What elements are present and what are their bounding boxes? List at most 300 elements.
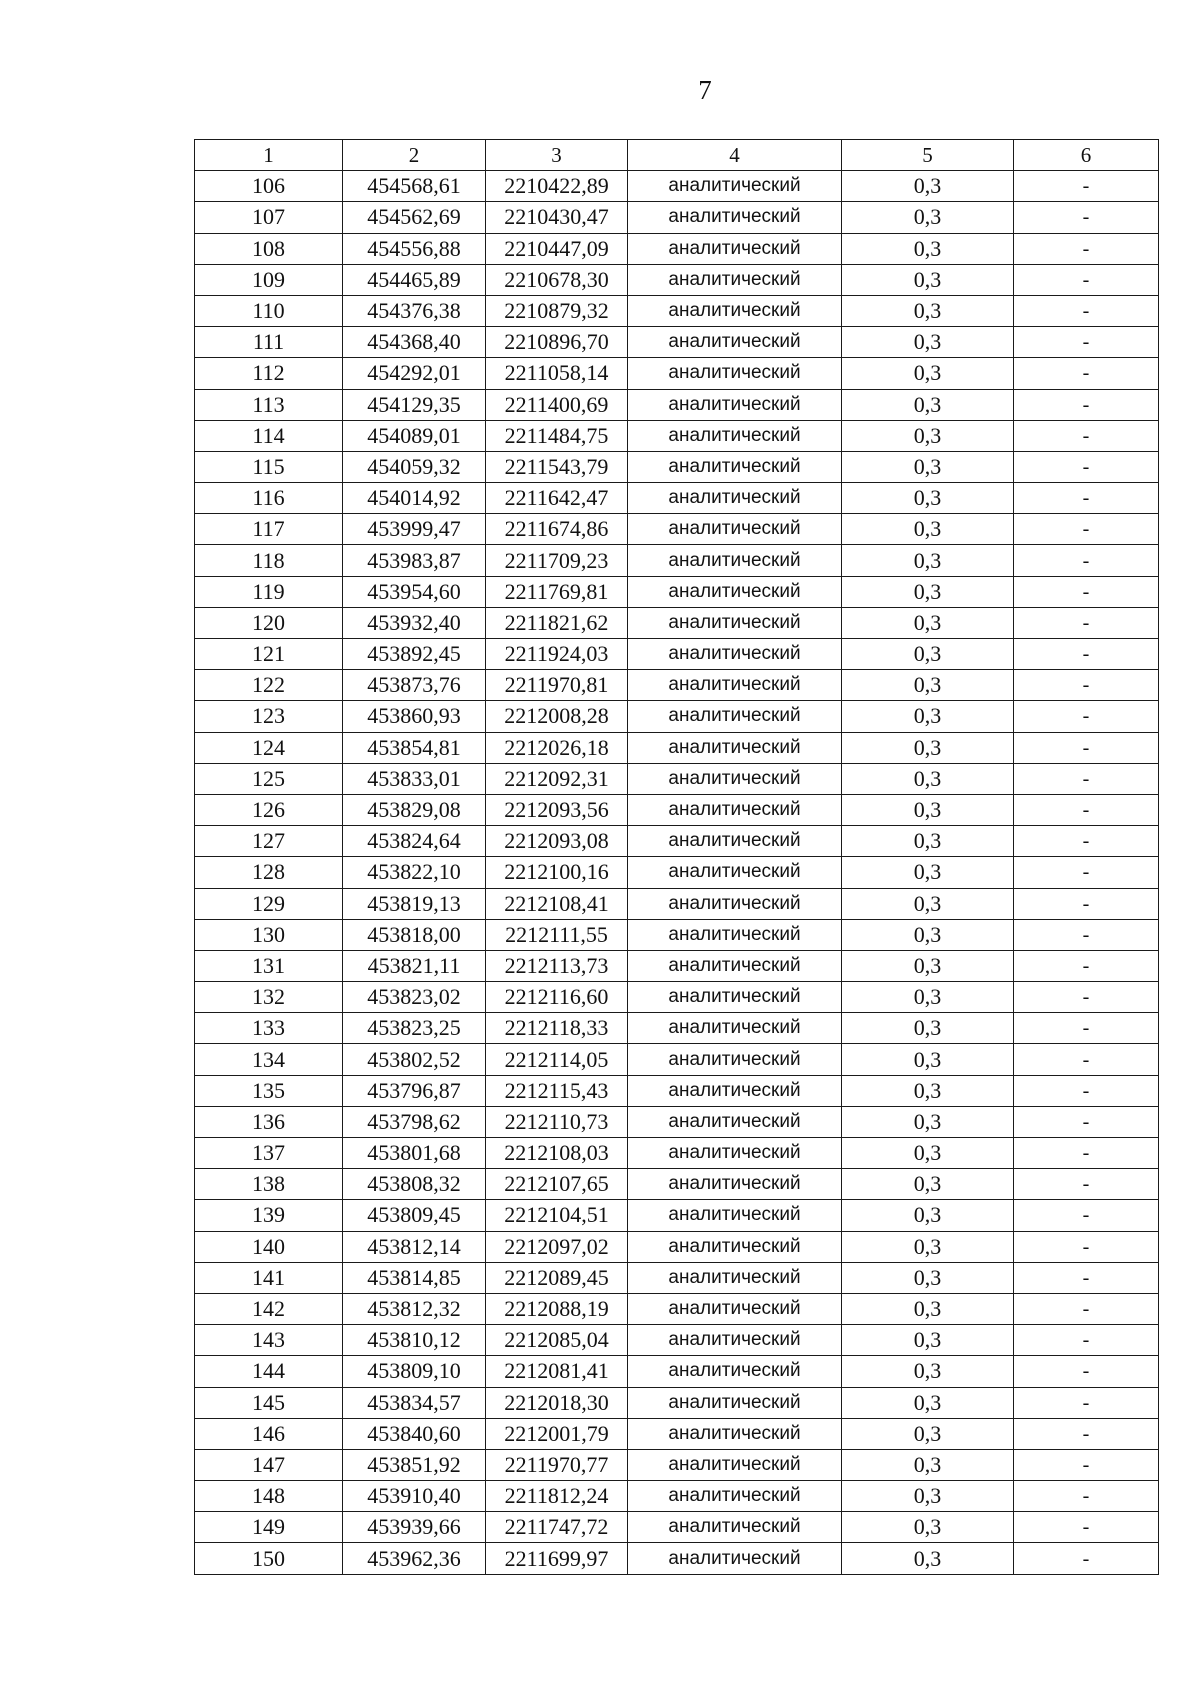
x-coordinate-cell: 453829,08 bbox=[343, 794, 486, 825]
note-cell: - bbox=[1014, 171, 1159, 202]
accuracy-cell: 0,3 bbox=[842, 1356, 1014, 1387]
point-number-cell: 144 bbox=[195, 1356, 343, 1387]
x-coordinate-cell: 453798,62 bbox=[343, 1106, 486, 1137]
accuracy-cell: 0,3 bbox=[842, 732, 1014, 763]
note-cell: - bbox=[1014, 607, 1159, 638]
accuracy-cell: 0,3 bbox=[842, 607, 1014, 638]
table-row bbox=[195, 171, 1159, 202]
point-number-cell: 134 bbox=[195, 1044, 343, 1075]
x-coordinate-cell: 453939,66 bbox=[343, 1512, 486, 1543]
table-row bbox=[195, 1044, 1159, 1075]
note-cell: - bbox=[1014, 327, 1159, 358]
method-cell: аналитический bbox=[628, 1512, 842, 1543]
note-cell: - bbox=[1014, 420, 1159, 451]
note-cell: - bbox=[1014, 576, 1159, 607]
accuracy-cell: 0,3 bbox=[842, 1449, 1014, 1480]
method-cell: аналитический bbox=[628, 171, 842, 202]
table-row bbox=[195, 1387, 1159, 1418]
note-cell: - bbox=[1014, 1418, 1159, 1449]
y-coordinate-cell: 2211642,47 bbox=[486, 483, 628, 514]
y-coordinate-cell: 2211058,14 bbox=[486, 358, 628, 389]
note-cell: - bbox=[1014, 1481, 1159, 1512]
point-number-cell: 112 bbox=[195, 358, 343, 389]
note-cell: - bbox=[1014, 358, 1159, 389]
accuracy-cell: 0,3 bbox=[842, 1418, 1014, 1449]
table-row bbox=[195, 1231, 1159, 1262]
point-number-cell: 131 bbox=[195, 950, 343, 981]
x-coordinate-cell: 454556,88 bbox=[343, 233, 486, 264]
point-number-cell: 126 bbox=[195, 794, 343, 825]
accuracy-cell: 0,3 bbox=[842, 233, 1014, 264]
y-coordinate-cell: 2210879,32 bbox=[486, 295, 628, 326]
table-row bbox=[195, 701, 1159, 732]
x-coordinate-cell: 453851,92 bbox=[343, 1449, 486, 1480]
method-cell: аналитический bbox=[628, 670, 842, 701]
y-coordinate-cell: 2212107,65 bbox=[486, 1169, 628, 1200]
note-cell: - bbox=[1014, 1293, 1159, 1324]
y-coordinate-cell: 2211821,62 bbox=[486, 607, 628, 638]
note-cell: - bbox=[1014, 1325, 1159, 1356]
table-row bbox=[195, 1449, 1159, 1480]
y-coordinate-cell: 2212001,79 bbox=[486, 1418, 628, 1449]
table-row bbox=[195, 888, 1159, 919]
note-cell: - bbox=[1014, 888, 1159, 919]
accuracy-cell: 0,3 bbox=[842, 576, 1014, 607]
table-row bbox=[195, 732, 1159, 763]
y-coordinate-cell: 2212093,08 bbox=[486, 826, 628, 857]
y-coordinate-cell: 2212114,05 bbox=[486, 1044, 628, 1075]
accuracy-cell: 0,3 bbox=[842, 171, 1014, 202]
y-coordinate-cell: 2212115,43 bbox=[486, 1075, 628, 1106]
note-cell: - bbox=[1014, 483, 1159, 514]
note-cell: - bbox=[1014, 639, 1159, 670]
note-cell: - bbox=[1014, 514, 1159, 545]
method-cell: аналитический bbox=[628, 1013, 842, 1044]
note-cell: - bbox=[1014, 1262, 1159, 1293]
method-cell: аналитический bbox=[628, 1449, 842, 1480]
note-cell: - bbox=[1014, 826, 1159, 857]
note-cell: - bbox=[1014, 763, 1159, 794]
table-row bbox=[195, 826, 1159, 857]
table-row bbox=[195, 1013, 1159, 1044]
x-coordinate-cell: 454014,92 bbox=[343, 483, 486, 514]
y-coordinate-cell: 2210430,47 bbox=[486, 202, 628, 233]
point-number-cell: 106 bbox=[195, 171, 343, 202]
y-coordinate-cell: 2212113,73 bbox=[486, 950, 628, 981]
table-row bbox=[195, 264, 1159, 295]
table-row bbox=[195, 451, 1159, 482]
note-cell: - bbox=[1014, 1013, 1159, 1044]
table-row bbox=[195, 545, 1159, 576]
x-coordinate-cell: 453854,81 bbox=[343, 732, 486, 763]
table-row bbox=[195, 483, 1159, 514]
point-number-cell: 123 bbox=[195, 701, 343, 732]
x-coordinate-cell: 454089,01 bbox=[343, 420, 486, 451]
method-cell: аналитический bbox=[628, 607, 842, 638]
x-coordinate-cell: 453823,25 bbox=[343, 1013, 486, 1044]
method-cell: аналитический bbox=[628, 919, 842, 950]
accuracy-cell: 0,3 bbox=[842, 888, 1014, 919]
method-cell: аналитический bbox=[628, 639, 842, 670]
point-number-cell: 115 bbox=[195, 451, 343, 482]
x-coordinate-cell: 453818,00 bbox=[343, 919, 486, 950]
point-number-cell: 114 bbox=[195, 420, 343, 451]
point-number-cell: 133 bbox=[195, 1013, 343, 1044]
note-cell: - bbox=[1014, 233, 1159, 264]
y-coordinate-cell: 2210896,70 bbox=[486, 327, 628, 358]
method-cell: аналитический bbox=[628, 420, 842, 451]
table-row bbox=[195, 1543, 1159, 1574]
accuracy-cell: 0,3 bbox=[842, 1512, 1014, 1543]
note-cell: - bbox=[1014, 1044, 1159, 1075]
x-coordinate-cell: 453892,45 bbox=[343, 639, 486, 670]
point-number-cell: 145 bbox=[195, 1387, 343, 1418]
y-coordinate-cell: 2211543,79 bbox=[486, 451, 628, 482]
accuracy-cell: 0,3 bbox=[842, 919, 1014, 950]
accuracy-cell: 0,3 bbox=[842, 1200, 1014, 1231]
point-number-cell: 121 bbox=[195, 639, 343, 670]
note-cell: - bbox=[1014, 1387, 1159, 1418]
accuracy-cell: 0,3 bbox=[842, 420, 1014, 451]
note-cell: - bbox=[1014, 451, 1159, 482]
point-number-cell: 137 bbox=[195, 1138, 343, 1169]
method-cell: аналитический bbox=[628, 1262, 842, 1293]
table-row bbox=[195, 358, 1159, 389]
x-coordinate-cell: 454059,32 bbox=[343, 451, 486, 482]
table-body bbox=[195, 140, 1159, 1575]
note-cell: - bbox=[1014, 545, 1159, 576]
table-row bbox=[195, 857, 1159, 888]
y-coordinate-cell: 2211812,24 bbox=[486, 1481, 628, 1512]
y-coordinate-cell: 2212092,31 bbox=[486, 763, 628, 794]
y-coordinate-cell: 2212100,16 bbox=[486, 857, 628, 888]
method-cell: аналитический bbox=[628, 1231, 842, 1262]
y-coordinate-cell: 2212108,41 bbox=[486, 888, 628, 919]
table-row bbox=[195, 639, 1159, 670]
y-coordinate-cell: 2211484,75 bbox=[486, 420, 628, 451]
x-coordinate-cell: 453819,13 bbox=[343, 888, 486, 919]
point-number-cell: 108 bbox=[195, 233, 343, 264]
table-row bbox=[195, 1200, 1159, 1231]
table-row bbox=[195, 919, 1159, 950]
y-coordinate-cell: 2211699,97 bbox=[486, 1543, 628, 1574]
table-header-row bbox=[195, 140, 1159, 171]
accuracy-cell: 0,3 bbox=[842, 982, 1014, 1013]
point-number-cell: 128 bbox=[195, 857, 343, 888]
y-coordinate-cell: 2212116,60 bbox=[486, 982, 628, 1013]
accuracy-cell: 0,3 bbox=[842, 701, 1014, 732]
table-row bbox=[195, 295, 1159, 326]
accuracy-cell: 0,3 bbox=[842, 1106, 1014, 1137]
x-coordinate-cell: 453833,01 bbox=[343, 763, 486, 794]
y-coordinate-cell: 2211769,81 bbox=[486, 576, 628, 607]
y-coordinate-cell: 2211674,86 bbox=[486, 514, 628, 545]
method-cell: аналитический bbox=[628, 451, 842, 482]
accuracy-cell: 0,3 bbox=[842, 389, 1014, 420]
table-row bbox=[195, 794, 1159, 825]
table-row bbox=[195, 1481, 1159, 1512]
header-cell: 5 bbox=[842, 140, 1014, 171]
x-coordinate-cell: 454465,89 bbox=[343, 264, 486, 295]
point-number-cell: 113 bbox=[195, 389, 343, 420]
point-number-cell: 139 bbox=[195, 1200, 343, 1231]
note-cell: - bbox=[1014, 1231, 1159, 1262]
x-coordinate-cell: 453910,40 bbox=[343, 1481, 486, 1512]
y-coordinate-cell: 2211970,77 bbox=[486, 1449, 628, 1480]
point-number-cell: 147 bbox=[195, 1449, 343, 1480]
point-number-cell: 119 bbox=[195, 576, 343, 607]
accuracy-cell: 0,3 bbox=[842, 857, 1014, 888]
note-cell: - bbox=[1014, 1449, 1159, 1480]
table-row bbox=[195, 233, 1159, 264]
note-cell: - bbox=[1014, 857, 1159, 888]
table-row bbox=[195, 202, 1159, 233]
y-coordinate-cell: 2212111,55 bbox=[486, 919, 628, 950]
accuracy-cell: 0,3 bbox=[842, 1293, 1014, 1324]
y-coordinate-cell: 2210422,89 bbox=[486, 171, 628, 202]
method-cell: аналитический bbox=[628, 1543, 842, 1574]
point-number-cell: 148 bbox=[195, 1481, 343, 1512]
x-coordinate-cell: 453810,12 bbox=[343, 1325, 486, 1356]
point-number-cell: 118 bbox=[195, 545, 343, 576]
y-coordinate-cell: 2210678,30 bbox=[486, 264, 628, 295]
x-coordinate-cell: 454376,38 bbox=[343, 295, 486, 326]
accuracy-cell: 0,3 bbox=[842, 1481, 1014, 1512]
accuracy-cell: 0,3 bbox=[842, 1543, 1014, 1574]
accuracy-cell: 0,3 bbox=[842, 483, 1014, 514]
note-cell: - bbox=[1014, 1075, 1159, 1106]
method-cell: аналитический bbox=[628, 763, 842, 794]
accuracy-cell: 0,3 bbox=[842, 264, 1014, 295]
accuracy-cell: 0,3 bbox=[842, 295, 1014, 326]
x-coordinate-cell: 454129,35 bbox=[343, 389, 486, 420]
method-cell: аналитический bbox=[628, 950, 842, 981]
x-coordinate-cell: 453954,60 bbox=[343, 576, 486, 607]
table-row bbox=[195, 576, 1159, 607]
note-cell: - bbox=[1014, 264, 1159, 295]
table-row bbox=[195, 763, 1159, 794]
point-number-cell: 111 bbox=[195, 327, 343, 358]
y-coordinate-cell: 2212118,33 bbox=[486, 1013, 628, 1044]
method-cell: аналитический bbox=[628, 1481, 842, 1512]
y-coordinate-cell: 2212104,51 bbox=[486, 1200, 628, 1231]
x-coordinate-cell: 453808,32 bbox=[343, 1169, 486, 1200]
method-cell: аналитический bbox=[628, 264, 842, 295]
table-row bbox=[195, 389, 1159, 420]
table-row bbox=[195, 420, 1159, 451]
y-coordinate-cell: 2212088,19 bbox=[486, 1293, 628, 1324]
point-number-cell: 142 bbox=[195, 1293, 343, 1324]
table-row bbox=[195, 1169, 1159, 1200]
x-coordinate-cell: 453801,68 bbox=[343, 1138, 486, 1169]
x-coordinate-cell: 453802,52 bbox=[343, 1044, 486, 1075]
header-cell: 2 bbox=[343, 140, 486, 171]
point-number-cell: 132 bbox=[195, 982, 343, 1013]
point-number-cell: 143 bbox=[195, 1325, 343, 1356]
point-number-cell: 130 bbox=[195, 919, 343, 950]
point-number-cell: 149 bbox=[195, 1512, 343, 1543]
accuracy-cell: 0,3 bbox=[842, 1138, 1014, 1169]
method-cell: аналитический bbox=[628, 1325, 842, 1356]
y-coordinate-cell: 2210447,09 bbox=[486, 233, 628, 264]
method-cell: аналитический bbox=[628, 233, 842, 264]
x-coordinate-cell: 453860,93 bbox=[343, 701, 486, 732]
table-row bbox=[195, 514, 1159, 545]
accuracy-cell: 0,3 bbox=[842, 950, 1014, 981]
accuracy-cell: 0,3 bbox=[842, 794, 1014, 825]
table-row bbox=[195, 1138, 1159, 1169]
y-coordinate-cell: 2211924,03 bbox=[486, 639, 628, 670]
method-cell: аналитический bbox=[628, 794, 842, 825]
method-cell: аналитический bbox=[628, 576, 842, 607]
note-cell: - bbox=[1014, 794, 1159, 825]
method-cell: аналитический bbox=[628, 1138, 842, 1169]
accuracy-cell: 0,3 bbox=[842, 1013, 1014, 1044]
point-number-cell: 136 bbox=[195, 1106, 343, 1137]
x-coordinate-cell: 453796,87 bbox=[343, 1075, 486, 1106]
point-number-cell: 127 bbox=[195, 826, 343, 857]
accuracy-cell: 0,3 bbox=[842, 1325, 1014, 1356]
x-coordinate-cell: 453840,60 bbox=[343, 1418, 486, 1449]
accuracy-cell: 0,3 bbox=[842, 327, 1014, 358]
y-coordinate-cell: 2211709,23 bbox=[486, 545, 628, 576]
point-number-cell: 146 bbox=[195, 1418, 343, 1449]
y-coordinate-cell: 2211970,81 bbox=[486, 670, 628, 701]
coordinates-table bbox=[194, 139, 1159, 1575]
x-coordinate-cell: 453962,36 bbox=[343, 1543, 486, 1574]
method-cell: аналитический bbox=[628, 1200, 842, 1231]
table-row bbox=[195, 1293, 1159, 1324]
table-row bbox=[195, 1512, 1159, 1543]
x-coordinate-cell: 453812,14 bbox=[343, 1231, 486, 1262]
x-coordinate-cell: 453822,10 bbox=[343, 857, 486, 888]
accuracy-cell: 0,3 bbox=[842, 1169, 1014, 1200]
y-coordinate-cell: 2212081,41 bbox=[486, 1356, 628, 1387]
y-coordinate-cell: 2212110,73 bbox=[486, 1106, 628, 1137]
note-cell: - bbox=[1014, 670, 1159, 701]
table-row bbox=[195, 950, 1159, 981]
table-row bbox=[195, 670, 1159, 701]
accuracy-cell: 0,3 bbox=[842, 545, 1014, 576]
accuracy-cell: 0,3 bbox=[842, 1262, 1014, 1293]
point-number-cell: 124 bbox=[195, 732, 343, 763]
method-cell: аналитический bbox=[628, 857, 842, 888]
method-cell: аналитический bbox=[628, 1106, 842, 1137]
table-row bbox=[195, 982, 1159, 1013]
y-coordinate-cell: 2211400,69 bbox=[486, 389, 628, 420]
table-row bbox=[195, 1106, 1159, 1137]
y-coordinate-cell: 2212008,28 bbox=[486, 701, 628, 732]
x-coordinate-cell: 453809,45 bbox=[343, 1200, 486, 1231]
point-number-cell: 129 bbox=[195, 888, 343, 919]
accuracy-cell: 0,3 bbox=[842, 670, 1014, 701]
accuracy-cell: 0,3 bbox=[842, 1044, 1014, 1075]
point-number-cell: 141 bbox=[195, 1262, 343, 1293]
point-number-cell: 125 bbox=[195, 763, 343, 794]
table-row bbox=[195, 607, 1159, 638]
method-cell: аналитический bbox=[628, 1044, 842, 1075]
point-number-cell: 116 bbox=[195, 483, 343, 514]
point-number-cell: 135 bbox=[195, 1075, 343, 1106]
method-cell: аналитический bbox=[628, 701, 842, 732]
accuracy-cell: 0,3 bbox=[842, 202, 1014, 233]
x-coordinate-cell: 453824,64 bbox=[343, 826, 486, 857]
point-number-cell: 150 bbox=[195, 1543, 343, 1574]
x-coordinate-cell: 453814,85 bbox=[343, 1262, 486, 1293]
note-cell: - bbox=[1014, 1356, 1159, 1387]
point-number-cell: 122 bbox=[195, 670, 343, 701]
method-cell: аналитический bbox=[628, 202, 842, 233]
x-coordinate-cell: 454562,69 bbox=[343, 202, 486, 233]
table-row bbox=[195, 1325, 1159, 1356]
y-coordinate-cell: 2211747,72 bbox=[486, 1512, 628, 1543]
note-cell: - bbox=[1014, 1200, 1159, 1231]
point-number-cell: 109 bbox=[195, 264, 343, 295]
note-cell: - bbox=[1014, 950, 1159, 981]
header-cell: 3 bbox=[486, 140, 628, 171]
method-cell: аналитический bbox=[628, 1418, 842, 1449]
y-coordinate-cell: 2212026,18 bbox=[486, 732, 628, 763]
method-cell: аналитический bbox=[628, 514, 842, 545]
x-coordinate-cell: 453823,02 bbox=[343, 982, 486, 1013]
method-cell: аналитический bbox=[628, 888, 842, 919]
accuracy-cell: 0,3 bbox=[842, 451, 1014, 482]
accuracy-cell: 0,3 bbox=[842, 1231, 1014, 1262]
accuracy-cell: 0,3 bbox=[842, 1075, 1014, 1106]
point-number-cell: 110 bbox=[195, 295, 343, 326]
accuracy-cell: 0,3 bbox=[842, 639, 1014, 670]
point-number-cell: 120 bbox=[195, 607, 343, 638]
x-coordinate-cell: 453932,40 bbox=[343, 607, 486, 638]
accuracy-cell: 0,3 bbox=[842, 358, 1014, 389]
x-coordinate-cell: 454368,40 bbox=[343, 327, 486, 358]
method-cell: аналитический bbox=[628, 732, 842, 763]
method-cell: аналитический bbox=[628, 1293, 842, 1324]
table-row bbox=[195, 1356, 1159, 1387]
point-number-cell: 140 bbox=[195, 1231, 343, 1262]
x-coordinate-cell: 454568,61 bbox=[343, 171, 486, 202]
y-coordinate-cell: 2212108,03 bbox=[486, 1138, 628, 1169]
note-cell: - bbox=[1014, 732, 1159, 763]
accuracy-cell: 0,3 bbox=[842, 514, 1014, 545]
method-cell: аналитический bbox=[628, 1356, 842, 1387]
method-cell: аналитический bbox=[628, 545, 842, 576]
note-cell: - bbox=[1014, 1138, 1159, 1169]
note-cell: - bbox=[1014, 1512, 1159, 1543]
y-coordinate-cell: 2212093,56 bbox=[486, 794, 628, 825]
method-cell: аналитический bbox=[628, 982, 842, 1013]
accuracy-cell: 0,3 bbox=[842, 1387, 1014, 1418]
x-coordinate-cell: 453983,87 bbox=[343, 545, 486, 576]
y-coordinate-cell: 2212089,45 bbox=[486, 1262, 628, 1293]
header-cell: 1 bbox=[195, 140, 343, 171]
note-cell: - bbox=[1014, 1169, 1159, 1200]
method-cell: аналитический bbox=[628, 826, 842, 857]
method-cell: аналитический bbox=[628, 389, 842, 420]
header-cell: 4 bbox=[628, 140, 842, 171]
method-cell: аналитический bbox=[628, 1169, 842, 1200]
y-coordinate-cell: 2212097,02 bbox=[486, 1231, 628, 1262]
note-cell: - bbox=[1014, 1543, 1159, 1574]
x-coordinate-cell: 453834,57 bbox=[343, 1387, 486, 1418]
x-coordinate-cell: 453873,76 bbox=[343, 670, 486, 701]
accuracy-cell: 0,3 bbox=[842, 763, 1014, 794]
method-cell: аналитический bbox=[628, 483, 842, 514]
y-coordinate-cell: 2212018,30 bbox=[486, 1387, 628, 1418]
table-row bbox=[195, 1075, 1159, 1106]
header-cell: 6 bbox=[1014, 140, 1159, 171]
method-cell: аналитический bbox=[628, 358, 842, 389]
